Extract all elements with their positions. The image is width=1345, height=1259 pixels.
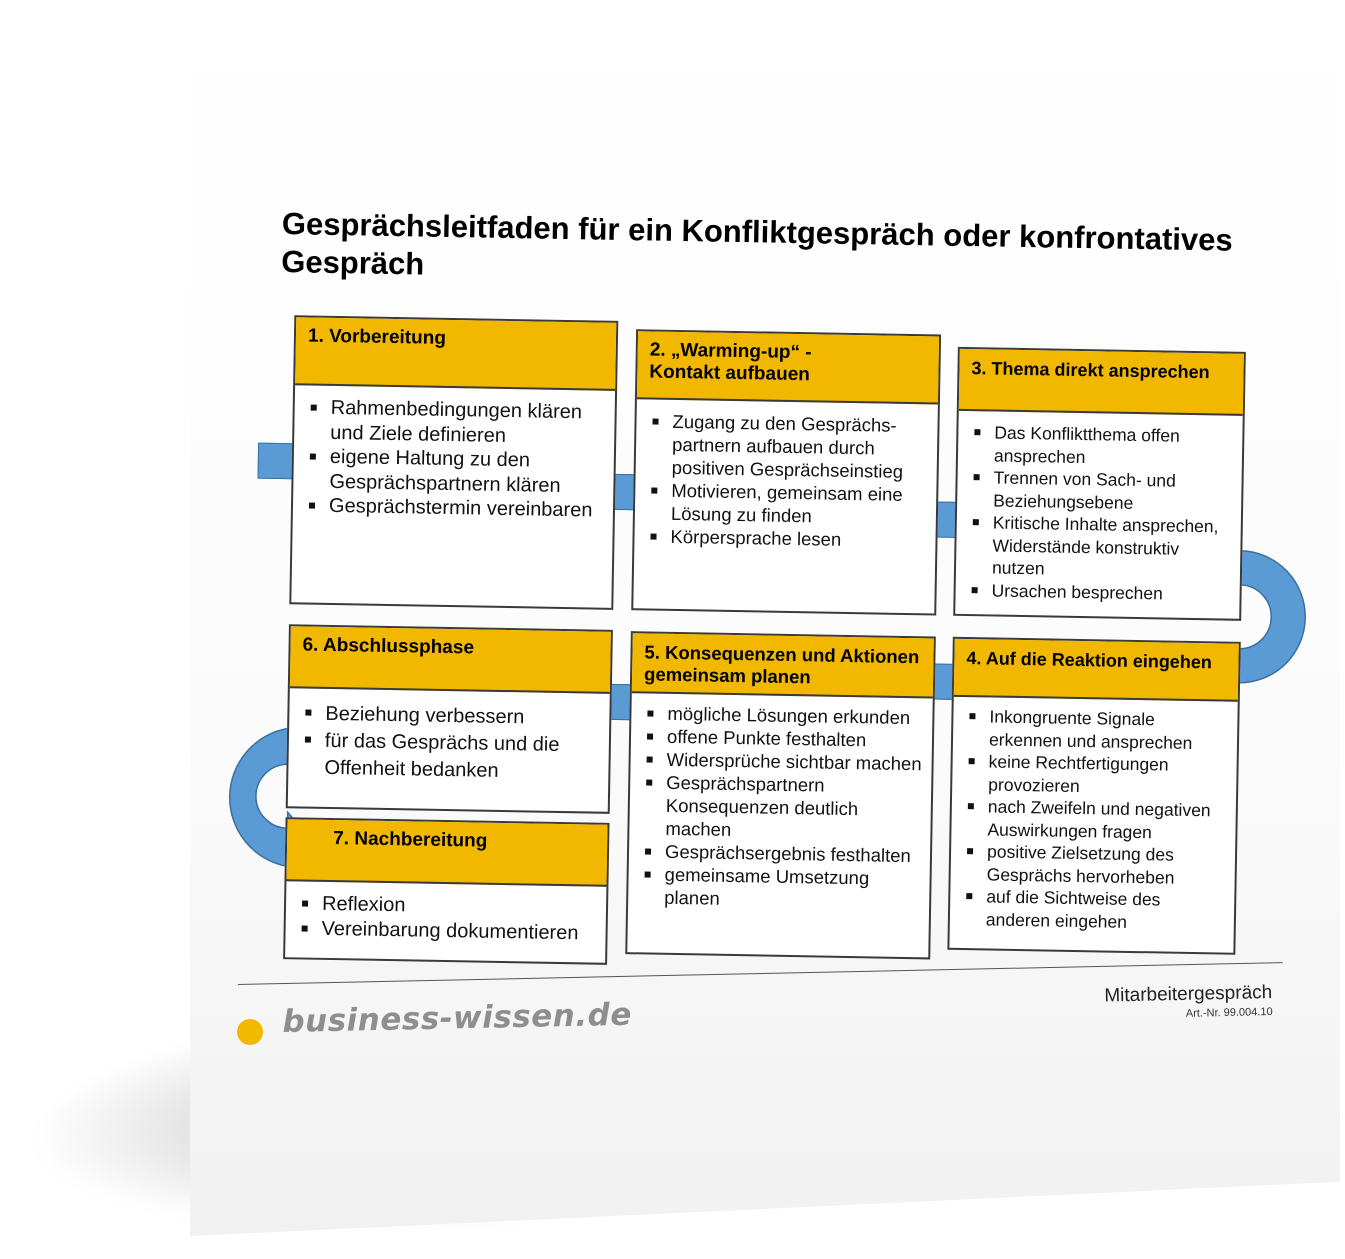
step-3-box xyxy=(953,347,1246,621)
list-item: Trennen von Sach- und Beziehungsebene xyxy=(993,466,1232,515)
list-item: eigene Haltung zu den Gesprächspartnern klären xyxy=(329,445,604,499)
step-1-box xyxy=(289,315,618,610)
connector-2-3 xyxy=(936,501,957,537)
list-item: für das Gesprächs und die Offenheit bedanken xyxy=(324,728,599,787)
list-item: Das Konfliktthema offen ansprechen xyxy=(994,422,1233,471)
step-2-heading: 2. „Warming-up“ - Kontakt aufbauen xyxy=(637,331,939,404)
step-4-list xyxy=(950,697,1238,935)
footer-meta xyxy=(1040,982,1273,1023)
step-4-box xyxy=(947,637,1240,955)
list-item: Gesprächsergebnis festhalten xyxy=(665,840,920,867)
step-6-heading: 6. Abschlussphase xyxy=(290,626,611,694)
list-item: Reflexion xyxy=(322,892,596,921)
step-5-box xyxy=(625,631,936,959)
list-item: Vereinbarung dokumentieren xyxy=(321,916,595,945)
step-7-heading: 7. Nachbereitung xyxy=(286,819,607,887)
list-item: Rahmenbedingungen klären und Ziele definieren xyxy=(330,396,605,450)
step-7-list xyxy=(285,881,606,946)
step-1-list xyxy=(293,385,615,523)
step-3-heading: 3. Thema direkt ansprechen xyxy=(959,349,1244,416)
list-item: gemeinsame Umsetzung planen xyxy=(664,863,920,913)
connector-5-4 xyxy=(933,663,954,699)
list-item: positive Zielsetzung des Gesprächs hervorheben xyxy=(986,840,1225,889)
list-item: nach Zweifeln und negativen Auswirkungen fragen xyxy=(987,795,1226,844)
list-item: Kritische Inhalte ansprechen, Widerstände konstruktiv nutzen xyxy=(992,511,1231,583)
list-item: offene Punkte festhalten xyxy=(667,725,922,752)
list-item: Beziehung verbessern xyxy=(325,701,599,733)
list-item: Ursachen besprechen xyxy=(991,579,1229,606)
step-5-list xyxy=(628,693,933,913)
step-5-heading: 5. Konsequenzen und Aktionen gemeinsam planen xyxy=(632,633,934,698)
step-3-list xyxy=(955,411,1242,606)
step-2-list xyxy=(634,399,938,552)
step-6-box xyxy=(286,624,613,814)
list-item: auf die Sichtweise des anderen eingehen xyxy=(986,885,1225,934)
list-item: keine Rechtfertigungen provozieren xyxy=(988,750,1227,799)
list-item: Motivieren, gemeinsam eine Lösung zu finden xyxy=(671,479,927,529)
footer-category: Mitarbeitergespräch xyxy=(1104,982,1273,1007)
step-7-box xyxy=(283,817,609,965)
article-number: Art.-Nr. 99.004.10 xyxy=(1185,1005,1273,1020)
brand-logo: business-wissen.de xyxy=(282,996,633,1040)
list-item: Widersprüche sichtbar machen xyxy=(666,748,922,775)
step-1-heading: 1. Vorbereitung xyxy=(295,317,616,391)
list-item: Gesprächstermin vereinbaren xyxy=(329,494,603,523)
list-item: mögliche Lösungen erkunden xyxy=(667,702,922,729)
u-turn-arrow-right xyxy=(1232,547,1315,698)
list-item: Körpersprache lesen xyxy=(670,525,925,552)
step-4-heading: 4. Auf die Reaktion eingehen xyxy=(954,639,1239,702)
list-item: Zugang zu den Gesprächs-partnern aufbauen durch positiven Gesprächseinstieg xyxy=(672,410,928,483)
step-6-list xyxy=(288,688,610,787)
entry-arrow xyxy=(257,443,294,480)
logo-dot-icon xyxy=(237,1019,263,1045)
list-item: Gesprächspartnern Konsequenzen deutlich machen xyxy=(665,771,921,844)
page-title: Gesprächsleitfaden für ein Konfliktgespräch oder konfrontatives Gespräch xyxy=(280,206,1233,282)
list-item: Inkongruente Signale erkennen und ansprechen xyxy=(989,705,1228,754)
step-2-box xyxy=(631,329,941,615)
